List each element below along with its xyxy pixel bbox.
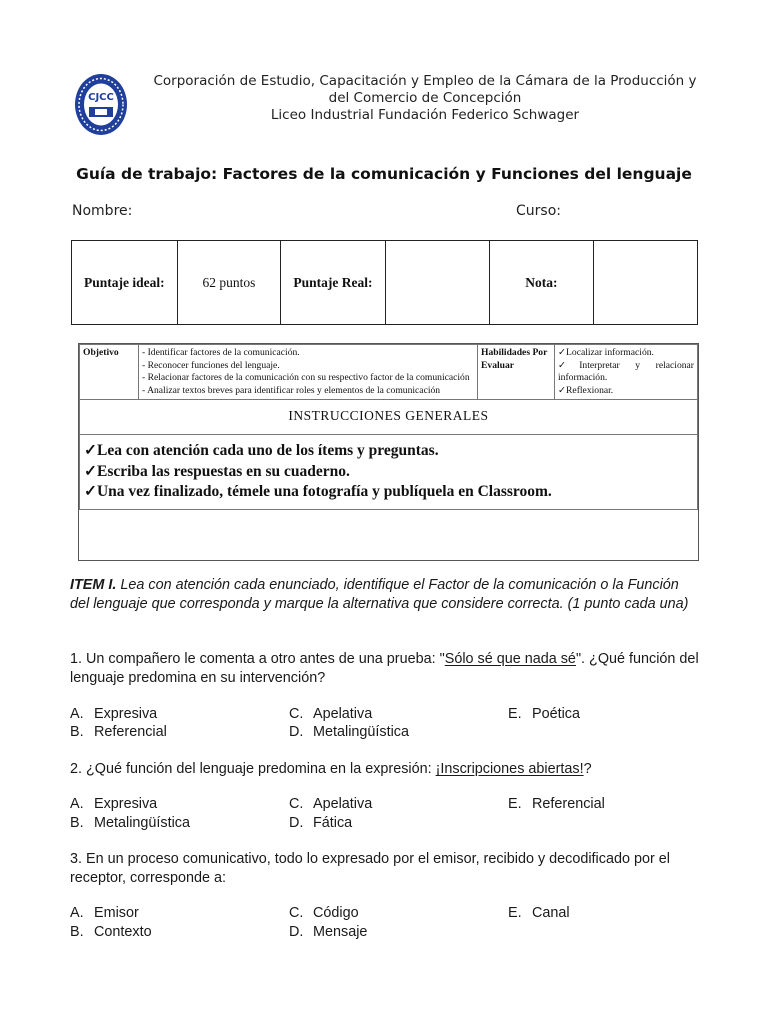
option-text: Canal — [532, 905, 570, 921]
option-1e[interactable] — [508, 706, 580, 722]
nombre-label: Nombre: — [72, 203, 133, 219]
option-letter: C. — [289, 706, 304, 722]
option-text: Expresiva — [94, 796, 158, 812]
option-1b[interactable] — [70, 724, 167, 740]
logo-text: CJCC — [88, 92, 114, 103]
option-3e[interactable] — [508, 905, 570, 921]
objective-item: - Identificar factores de la comunicación. — [142, 347, 300, 358]
option-3b[interactable] — [70, 924, 152, 940]
option-3c[interactable] — [289, 905, 359, 921]
option-text: Metalingüística — [94, 815, 190, 831]
option-2d[interactable] — [289, 815, 352, 831]
option-text: Apelativa — [313, 706, 373, 722]
option-2b[interactable] — [70, 815, 190, 831]
objective-item: - Analizar textos breves para identificar roles y elementos de la comunicación — [142, 384, 441, 396]
item-1-instructions — [70, 576, 700, 614]
option-2c[interactable] — [289, 796, 372, 812]
option-letter: B. — [70, 815, 84, 831]
option-text: Mensaje — [313, 924, 368, 940]
question-text: 1. Un compañero le comenta a otro antes de una prueba: " — [70, 651, 445, 667]
objectives-box — [78, 343, 699, 561]
real-score-label: Puntaje Real: — [281, 241, 386, 325]
skill-item: ✓Localizar información. — [558, 347, 654, 358]
option-text: Contexto — [94, 924, 152, 940]
option-letter: D. — [289, 924, 304, 940]
instruction-item: ✓Escriba las respuestas en su cuaderno. — [84, 462, 350, 480]
question-1 — [70, 650, 710, 688]
skill-item: ✓Interpretar y relacionar información. — [558, 359, 694, 384]
skills-label: Habilidades Por Evaluar — [478, 345, 555, 400]
instructions-heading: INSTRUCCIONES GENERALES — [80, 400, 698, 435]
option-1d[interactable] — [289, 724, 409, 740]
option-letter: C. — [289, 796, 304, 812]
option-text: Emisor — [94, 905, 139, 921]
question-text: ". ¿Qué función del lenguaje predomina en su intervención? — [70, 651, 699, 686]
real-score-field[interactable] — [385, 241, 489, 325]
option-text: Referencial — [532, 796, 605, 812]
score-table — [71, 240, 698, 325]
objective-list — [139, 345, 478, 400]
option-letter: D. — [289, 724, 304, 740]
ideal-score-value: 62 puntos — [177, 241, 281, 325]
option-text: Expresiva — [94, 706, 158, 722]
option-text: Poética — [532, 706, 580, 722]
option-letter: A. — [70, 706, 84, 722]
option-3d[interactable] — [289, 924, 367, 940]
nota-label: Nota: — [490, 241, 594, 325]
skills-list — [555, 345, 698, 400]
option-letter: E. — [508, 706, 522, 722]
question-quote: ¡Inscripciones abiertas! — [435, 761, 584, 777]
header-line-3: Liceo Industrial Fundación Federico Schwager — [270, 107, 580, 123]
objective-item: - Reconocer funciones del lenguaje. — [142, 359, 280, 371]
question-2 — [70, 760, 710, 779]
option-letter: A. — [70, 796, 84, 812]
item-1-label: ITEM I. — [70, 577, 117, 593]
option-1a[interactable] — [70, 706, 157, 722]
instructions-list — [80, 435, 698, 510]
option-letter: D. — [289, 815, 304, 831]
option-letter: E. — [508, 796, 522, 812]
question-3: 3. En un proceso comunicativo, todo lo expresado por el emisor, recibido y decodificado por el receptor, corresponde a: — [70, 851, 670, 886]
question-text: 2. ¿Qué función del lenguaje predomina en la expresión: — [70, 761, 436, 777]
option-3a[interactable] — [70, 905, 139, 921]
ideal-score-label: Puntaje ideal: — [72, 241, 178, 325]
item-1-text: Lea con atención cada enunciado, identifique el Factor de la comunicación o la Función del lenguaje que corresponda y marque la alternativa que considere correcta. (1 punto cada una) — [70, 577, 689, 612]
option-text: Fática — [313, 815, 353, 831]
option-2e[interactable] — [508, 796, 605, 812]
objectives-table — [79, 344, 698, 510]
header-line-1: Corporación de Estudio, Capacitación y Empleo de la Cámara de la Producción y — [153, 73, 697, 89]
school-logo — [74, 73, 128, 136]
page-title: Guía de trabajo: Factores de la comunicación y Funciones del lenguaje — [76, 165, 692, 183]
option-text: Metalingüística — [313, 724, 409, 740]
option-text: Apelativa — [313, 796, 373, 812]
option-letter: C. — [289, 905, 304, 921]
option-text: Referencial — [94, 724, 167, 740]
objective-item: - Relacionar factores de la comunicación con su respectivo factor de la comunicación — [142, 372, 470, 384]
nota-field[interactable] — [593, 241, 697, 325]
institution-header — [140, 73, 710, 124]
option-letter: B. — [70, 724, 84, 740]
curso-label: Curso: — [516, 203, 561, 219]
skill-item: ✓Reflexionar. — [558, 384, 614, 396]
instruction-item: ✓Lea con atención cada uno de los ítems y preguntas. — [84, 442, 439, 460]
option-1c[interactable] — [289, 706, 372, 722]
option-2a[interactable] — [70, 796, 157, 812]
objective-label: Objetivo — [80, 345, 139, 400]
option-letter: E. — [508, 905, 522, 921]
header-line-2: del Comercio de Concepción — [328, 90, 522, 106]
question-text: ? — [583, 761, 592, 777]
option-letter: B. — [70, 924, 84, 940]
option-letter: A. — [70, 905, 84, 921]
option-text: Código — [313, 905, 359, 921]
question-quote: Sólo sé que nada sé — [444, 651, 576, 667]
instruction-item: ✓Una vez finalizado, témele una fotografía y publíquela en Classroom. — [84, 483, 552, 501]
